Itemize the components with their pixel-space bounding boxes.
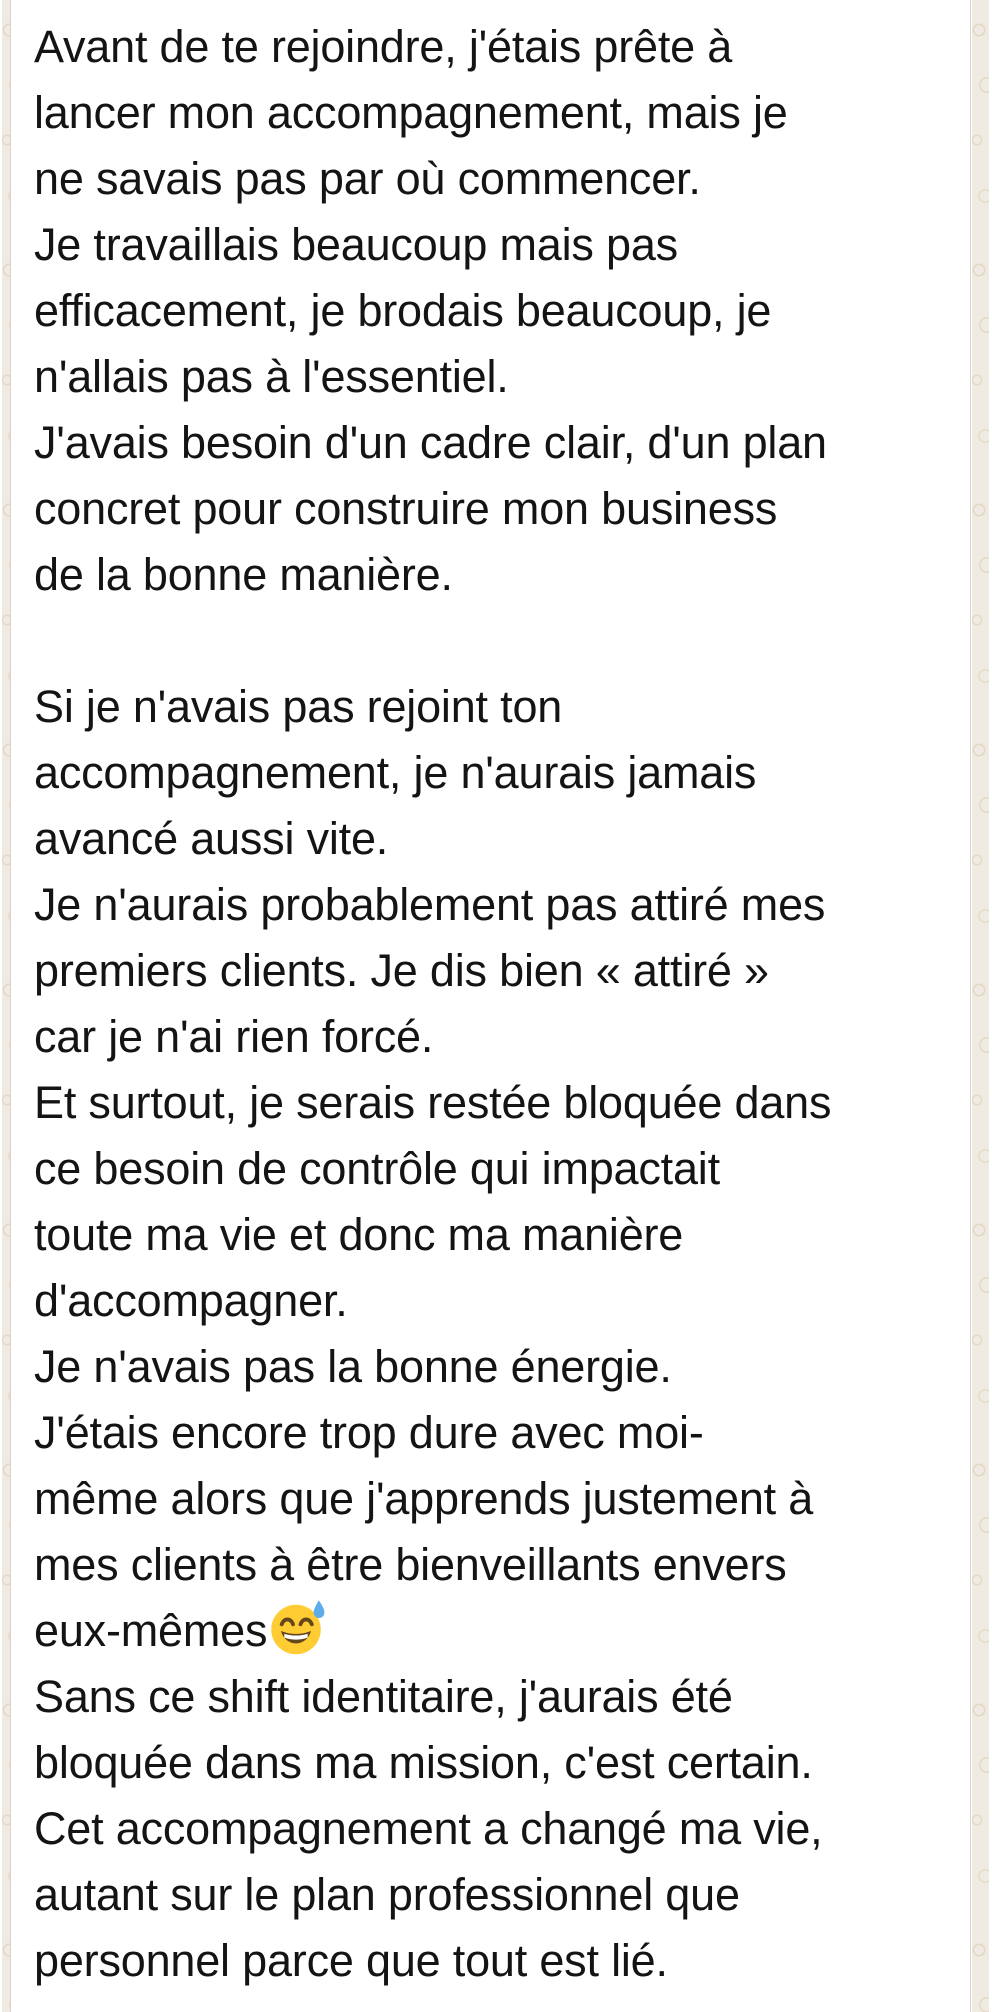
message-line: Et surtout, je serais restée bloquée dans bbox=[34, 1077, 832, 1128]
message-line: eux-mêmes bbox=[34, 1598, 956, 1664]
grinning-face-with-sweat-emoji bbox=[269, 1598, 329, 1658]
message-line: efficacement, je brodais beaucoup, je bbox=[34, 285, 772, 336]
message-line: bloquée dans ma mission, c'est certain. bbox=[34, 1737, 813, 1788]
message-line: de la bonne manière. bbox=[34, 549, 453, 600]
message-line: accompagnement, je n'aurais jamais bbox=[34, 747, 757, 798]
message-line: premiers clients. Je dis bien « attiré » bbox=[34, 945, 769, 996]
message-line: toute ma vie et donc ma manière bbox=[34, 1209, 684, 1260]
message-line: n'allais pas à l'essentiel. bbox=[34, 351, 509, 402]
message-line: Je n'aurais probablement pas attiré mes bbox=[34, 879, 826, 930]
message-line: J'étais encore trop dure avec moi- bbox=[34, 1407, 704, 1458]
message-line: Cet accompagnement a changé ma vie, bbox=[34, 1803, 823, 1854]
message-line: même alors que j'apprends justement à bbox=[34, 1473, 814, 1524]
message-line: ne savais pas par où commencer. bbox=[34, 153, 701, 204]
chat-wallpaper-right bbox=[972, 0, 989, 2012]
message-line: Je travaillais beaucoup mais pas bbox=[34, 219, 678, 270]
chat-wallpaper-left bbox=[2, 0, 10, 2012]
message-line: concret pour construire mon business bbox=[34, 483, 778, 534]
message-line: mes clients à être bienveillants envers bbox=[34, 1539, 787, 1590]
message-line: ce besoin de contrôle qui impactait bbox=[34, 1143, 720, 1194]
message-line: autant sur le plan professionnel que bbox=[34, 1869, 740, 1920]
message-line: avancé aussi vite. bbox=[34, 813, 389, 864]
message-bubble[interactable] bbox=[10, 0, 971, 2012]
message-text bbox=[34, 14, 956, 1994]
message-line: J'avais besoin d'un cadre clair, d'un plan bbox=[34, 417, 827, 468]
message-line: Avant de te rejoindre, j'étais prête à bbox=[34, 21, 733, 72]
message-line: lancer mon accompagnement, mais je bbox=[34, 87, 788, 138]
message-line: Sans ce shift identitaire, j'aurais été bbox=[34, 1671, 733, 1722]
message-line: personnel parce que tout est lié. bbox=[34, 1935, 668, 1986]
message-blank-line bbox=[34, 608, 956, 674]
message-line: d'accompagner. bbox=[34, 1275, 348, 1326]
message-line: Si je n'avais pas rejoint ton bbox=[34, 681, 563, 732]
message-line: Je n'avais pas la bonne énergie. bbox=[34, 1341, 672, 1392]
message-line: car je n'ai rien forcé. bbox=[34, 1011, 434, 1062]
